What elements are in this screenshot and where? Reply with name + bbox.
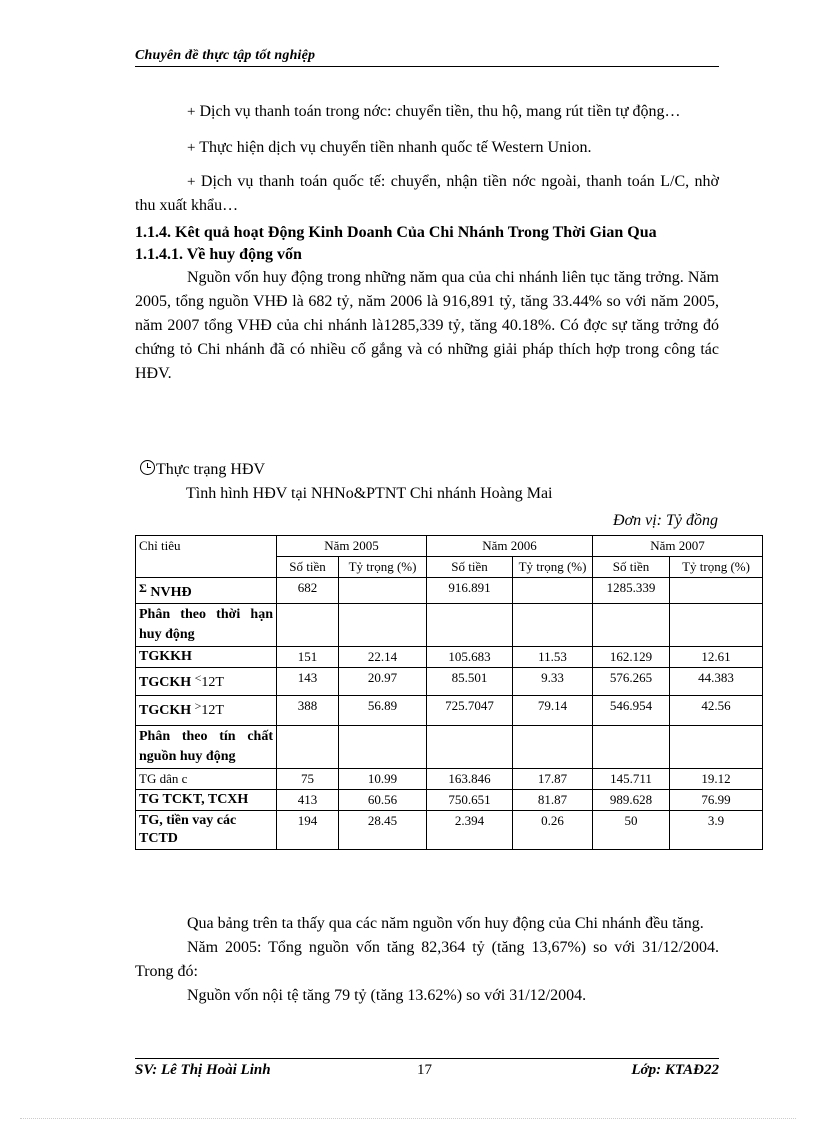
bullet-text: Dịch vụ thanh toán trong nớc: chuyển tiền, thu hộ, mang rút tiền tự động… <box>199 103 681 120</box>
unit-label: Đơn vị: Tỷ đồng <box>613 512 718 529</box>
paragraph: Qua bảng trên ta thấy qua các năm nguồn vốn huy động của Chi nhánh đều tăng. <box>187 915 704 932</box>
table-cell: 12.61 <box>670 647 763 668</box>
table-cell: 20.97 <box>339 668 427 696</box>
table-cell <box>427 726 513 769</box>
row-label: TGKKH <box>136 647 277 668</box>
table-row <box>136 769 763 790</box>
sigma-symbol: Σ <box>139 581 147 595</box>
table-cell: 11.53 <box>513 647 593 668</box>
table-cell: 60.56 <box>339 790 427 811</box>
body-top <box>135 100 719 386</box>
table-cell: 546.954 <box>593 696 670 726</box>
indicator-header: Chỉ tiêu <box>136 536 277 578</box>
capital-table <box>135 535 763 850</box>
table-cell: 50 <box>593 811 670 850</box>
table-cell: 916.891 <box>427 578 513 604</box>
table-cell: 725.7047 <box>427 696 513 726</box>
table-cell <box>670 578 763 604</box>
amount-header: Số tiền <box>277 557 339 578</box>
row-label-text: NVHĐ <box>150 585 192 600</box>
less-than-symbol: < <box>194 671 202 685</box>
table-cell: 1285.339 <box>593 578 670 604</box>
page-number: 17 <box>417 1062 432 1078</box>
table-cell <box>513 578 593 604</box>
bullet-text: Dịch vụ thanh toán quốc tế: chuyển, nhận tiền nớc ngoài, thanh toán L/C, nhờ thu xuất khẩu… <box>135 173 720 214</box>
table-cell: 19.12 <box>670 769 763 790</box>
table-cell <box>513 726 593 769</box>
row-label-suffix: 12T <box>201 675 224 690</box>
bullet-text: Thực hiện dịch vụ chuyển tiền nhanh quốc tế Western Union. <box>199 139 592 156</box>
table-cell: 17.87 <box>513 769 593 790</box>
group-label: Phân theo thời hạn huy động <box>136 604 277 647</box>
table-row <box>136 811 763 850</box>
table-cell: 28.45 <box>339 811 427 850</box>
paragraph: Năm 2005: Tổng nguồn vốn tăng 82,364 tỷ (tăng 13,67%) so với 31/12/2004. Trong đó: <box>135 939 719 980</box>
row-label-text: TGCKH <box>139 675 192 690</box>
table-cell: 162.129 <box>593 647 670 668</box>
table-row <box>136 578 763 604</box>
row-label <box>136 578 277 604</box>
table-row <box>136 696 763 726</box>
section-heading: 1.1.4. Kêt quả hoạt Động Kinh Doanh Của Chi Nhánh Trong Thời Gian Qua <box>135 224 657 241</box>
row-label <box>136 668 277 696</box>
table-cell: 56.89 <box>339 696 427 726</box>
table-cell <box>513 604 593 647</box>
bullet-item <box>135 136 719 160</box>
note-label: Thực trạng HĐV <box>156 461 266 478</box>
table-cell: 85.501 <box>427 668 513 696</box>
bullet-item <box>135 170 719 218</box>
table-cell <box>339 604 427 647</box>
bullet-mark: + <box>187 174 196 190</box>
table-cell: 81.87 <box>513 790 593 811</box>
ratio-header: Tỷ trọng (%) <box>670 557 763 578</box>
table-cell: 194 <box>277 811 339 850</box>
table-cell <box>277 726 339 769</box>
table-cell <box>670 726 763 769</box>
table-cell: 10.99 <box>339 769 427 790</box>
body-bottom <box>135 912 719 1008</box>
table-title: Tình hình HĐV tại NHNo&PTNT Chi nhánh Hoàng Mai <box>186 485 553 502</box>
table-cell: 42.56 <box>670 696 763 726</box>
header-title: Chuyên đề thực tập tốt nghiệp <box>135 48 316 63</box>
table-cell: 682 <box>277 578 339 604</box>
intro-paragraph: Nguồn vốn huy động trong những năm qua của chi nhánh liên tục tăng trởng. Năm 2005, tổng nguồn VHĐ là 682 tỷ, năm 2006 là 916,891 tỷ, tăng 33.44% so với năm 2005, năm 2007 tổng VHĐ của chi nhánh là1285,339 tỷ, tăng 40.18%. Có đợc sự tăng trởng đó chứng tỏ Chi nhánh đã có nhiều cố gắng và có những giải pháp thích hợp trong công tác HĐV. <box>135 269 719 382</box>
table-cell <box>277 604 339 647</box>
amount-header: Số tiền <box>427 557 513 578</box>
table-cell: 105.683 <box>427 647 513 668</box>
table-group-row <box>136 726 763 769</box>
bullet-mark: + <box>187 104 196 120</box>
row-label: TG, tiền vay các TCTD <box>136 811 277 850</box>
table-cell: 989.628 <box>593 790 670 811</box>
year-header: Năm 2005 <box>277 536 427 557</box>
bullet-mark: + <box>187 140 196 156</box>
table-cell: 75 <box>277 769 339 790</box>
table-cell: 163.846 <box>427 769 513 790</box>
row-label: TG dân c <box>136 769 277 790</box>
subsection-heading: 1.1.4.1. Về huy động vốn <box>135 246 302 263</box>
table-cell: 3.9 <box>670 811 763 850</box>
row-label-suffix: 12T <box>201 703 224 718</box>
table-cell: 413 <box>277 790 339 811</box>
table-cell <box>593 726 670 769</box>
greater-than-symbol: > <box>194 699 202 713</box>
amount-header: Số tiền <box>593 557 670 578</box>
table-cell <box>339 726 427 769</box>
table-row <box>136 647 763 668</box>
table-cell: 0.26 <box>513 811 593 850</box>
year-header: Năm 2006 <box>427 536 593 557</box>
table-cell: 76.99 <box>670 790 763 811</box>
table-cell: 79.14 <box>513 696 593 726</box>
table-cell: 2.394 <box>427 811 513 850</box>
row-label <box>136 696 277 726</box>
table-row <box>136 668 763 696</box>
table-group-row <box>136 604 763 647</box>
table-cell: 9.33 <box>513 668 593 696</box>
row-label-text: TGCKH <box>139 703 192 718</box>
table-cell: 22.14 <box>339 647 427 668</box>
table-cell: 576.265 <box>593 668 670 696</box>
footer-class: Lớp: KTAĐ22 <box>631 1062 719 1078</box>
table-cell: 388 <box>277 696 339 726</box>
row-label: TG TCKT, TCXH <box>136 790 277 811</box>
status-note <box>140 460 265 479</box>
group-label: Phân theo tín chất nguồn huy động <box>136 726 277 769</box>
table-row <box>136 790 763 811</box>
table-cell <box>427 604 513 647</box>
page-edge-divider <box>20 1118 796 1119</box>
ratio-header: Tỷ trọng (%) <box>339 557 427 578</box>
ratio-header: Tỷ trọng (%) <box>513 557 593 578</box>
table-cell <box>339 578 427 604</box>
table-cell <box>670 604 763 647</box>
table-cell: 750.651 <box>427 790 513 811</box>
paragraph: Nguồn vốn nội tệ tăng 79 tỷ (tăng 13.62%) so với 31/12/2004. <box>187 987 587 1004</box>
table-cell: 143 <box>277 668 339 696</box>
table-cell: 145.711 <box>593 769 670 790</box>
bullet-item <box>135 100 719 124</box>
table-cell <box>593 604 670 647</box>
table-cell: 44.383 <box>670 668 763 696</box>
table-cell: 151 <box>277 647 339 668</box>
page-footer <box>135 1058 719 1081</box>
page-header <box>135 46 719 67</box>
clock-icon <box>140 460 155 475</box>
footer-student: SV: Lê Thị Hoài Linh <box>135 1062 271 1078</box>
year-header: Năm 2007 <box>593 536 763 557</box>
table-header-row <box>136 536 763 557</box>
